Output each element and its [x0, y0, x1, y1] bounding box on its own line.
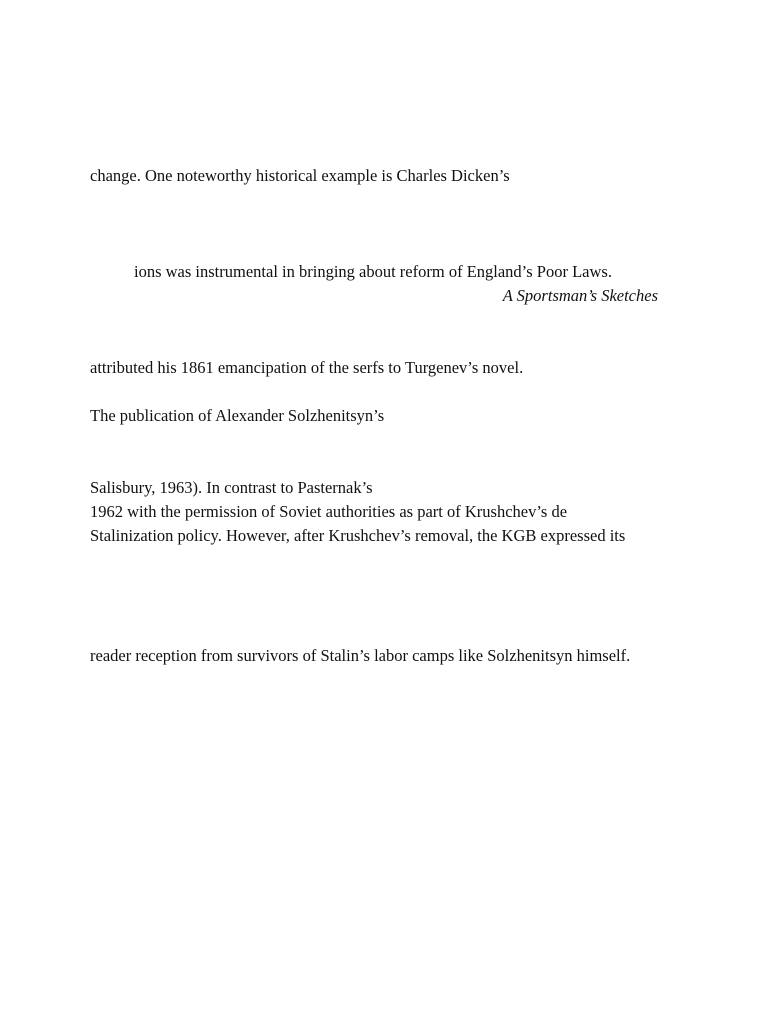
text-line: attributed his 1861 emancipation of the serfs to Turgenev’s novel. [90, 358, 524, 377]
text-line: The publication of Alexander Solzhenitsyn’s [90, 406, 385, 425]
text-line: Stalinization policy. However, after Krushchev’s removal, the KGB expressed its [90, 526, 626, 545]
text-line: change. One noteworthy historical example is Charles Dicken’s [90, 166, 510, 185]
text-line: Salisbury, 1963). In contrast to Pasternak’s [90, 478, 373, 497]
text-line: ions was instrumental in bringing about reform of England’s Poor Laws. [134, 262, 612, 281]
text-line: reader reception from survivors of Stalin’s labor camps like Solzhenitsyn himself. [90, 646, 631, 665]
text-line: 1962 with the permission of Soviet authorities as part of Krushchev’s de [90, 502, 568, 521]
book-title: A Sportsman’s Sketches [502, 286, 658, 305]
